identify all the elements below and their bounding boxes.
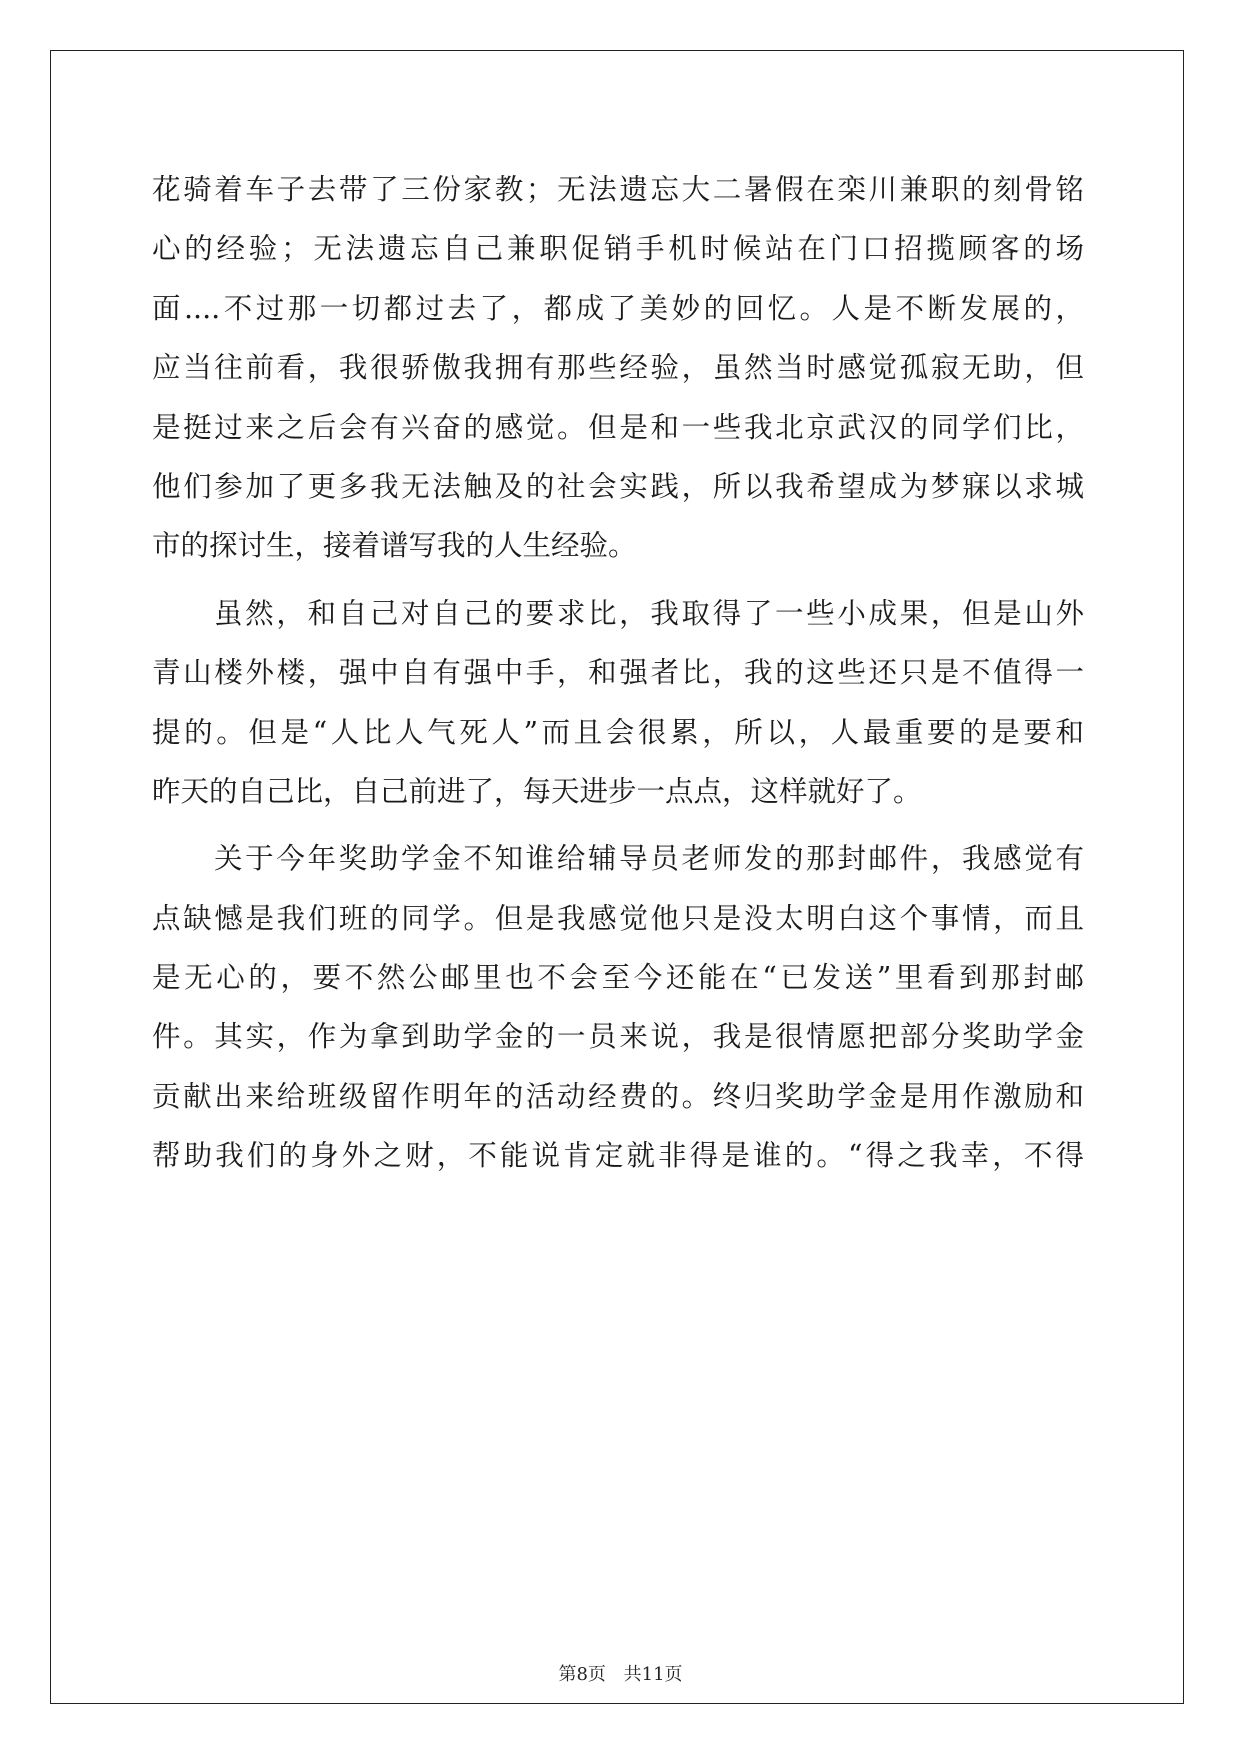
page-number-current: 第8页 (558, 1664, 606, 1685)
paragraph (152, 160, 1084, 576)
text-line: 点缺憾是我们班的同学。但是我感觉他只是没太明白这个事情，而且 (152, 901, 1084, 935)
text-line: 昨天的自己比，自己前进了，每天进步一点点，这样就好了。 (152, 774, 922, 808)
paragraph (152, 829, 1084, 1185)
text-line: 帮助我们的身外之财，不能说肯定就非得是谁的。“得之我幸，不得 (152, 1139, 1084, 1173)
text-line: 虽然，和自己对自己的要求比，我取得了一些小成果，但是山外 (214, 596, 1084, 630)
text-line: 贡献出来给班级留作明年的活动经费的。终归奖助学金是用作激励和 (152, 1079, 1084, 1113)
text-line: 花骑着车子去带了三份家教；无法遗忘大二暑假在栾川兼职的刻骨铭 (152, 173, 1084, 206)
document-body (152, 160, 1084, 1186)
text-line: 是挺过来之后会有兴奋的感觉。但是和一些我北京武汉的同学们比， (152, 410, 1084, 444)
text-line: 心的经验；无法遗忘自己兼职促销手机时候站在门口招揽顾客的场 (152, 232, 1084, 266)
text-line: 他们参加了更多我无法触及的社会实践，所以我希望成为梦寐以求城 (152, 469, 1084, 503)
paragraph (152, 584, 1084, 822)
text-line: 市的探讨生，接着谱写我的人生经验。 (152, 529, 637, 563)
text-line: 关于今年奖助学金不知谁给辅导员老师发的那封邮件，我感觉有 (214, 842, 1084, 876)
text-line: 提的。但是“人比人气死人”而且会很累，所以，人最重要的是要和 (152, 715, 1084, 749)
text-line: 是无心的，要不然公邮里也不会至今还能在“已发送”里看到那封邮 (152, 961, 1084, 995)
page-footer (0, 1660, 1241, 1686)
text-line: 件。其实，作为拿到助学金的一员来说，我是很情愿把部分奖助学金 (152, 1020, 1084, 1054)
text-line: 面....不过那一切都过去了，都成了美妙的回忆。人是不断发展的， (152, 291, 1084, 325)
text-line: 青山楼外楼，强中自有强中手，和强者比，我的这些还只是不值得一 (152, 656, 1084, 690)
text-line: 应当往前看，我很骄傲我拥有那些经验，虽然当时感觉孤寂无助，但 (152, 351, 1084, 385)
page-number-total: 共11页 (623, 1664, 683, 1685)
